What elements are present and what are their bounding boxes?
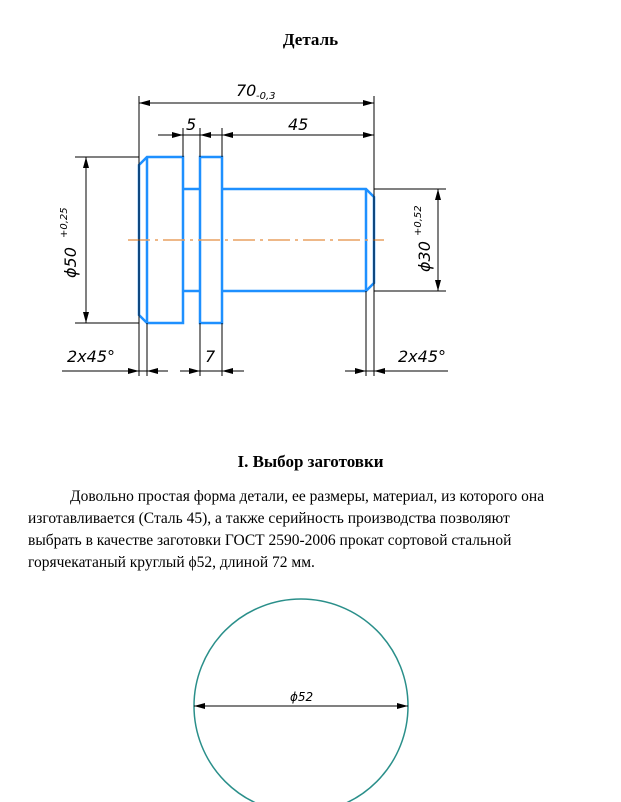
paragraph-line: Довольно простая форма детали, ее размеры, материал, из которого она (70, 488, 545, 505)
paragraph-line: изготавливается (Сталь 45), а также серийность производства позволяют (28, 510, 510, 527)
paragraph-line: горячекатаный круглый ϕ52, длиной 72 мм. (28, 554, 315, 571)
diam-50: ϕ50 (61, 247, 80, 278)
section-heading: I. Выбор заготовки (237, 452, 384, 471)
diam-50-tol: +0,25 (59, 207, 70, 238)
dim-7: 7 (205, 347, 216, 366)
dim-5: 5 (186, 115, 197, 134)
blank-drawing (194, 599, 408, 802)
dim-overall: 70 (236, 81, 257, 100)
page-title: Деталь (282, 30, 339, 49)
paragraph-line: выбрать в качестве заготовки ГОСТ 2590-2006 прокат сортовой стальной (28, 532, 512, 549)
chamfer-right: 2x45° (398, 347, 447, 366)
diam-30: ϕ30 (415, 241, 434, 272)
section-paragraph (28, 486, 594, 574)
chamfer-left: 2x45° (67, 347, 116, 366)
blank-diam-label: ϕ52 (290, 690, 314, 704)
dim-45: 45 (288, 115, 309, 134)
diam-30-tol: +0,52 (413, 205, 424, 236)
dim-overall-tol: -0,3 (256, 91, 276, 102)
